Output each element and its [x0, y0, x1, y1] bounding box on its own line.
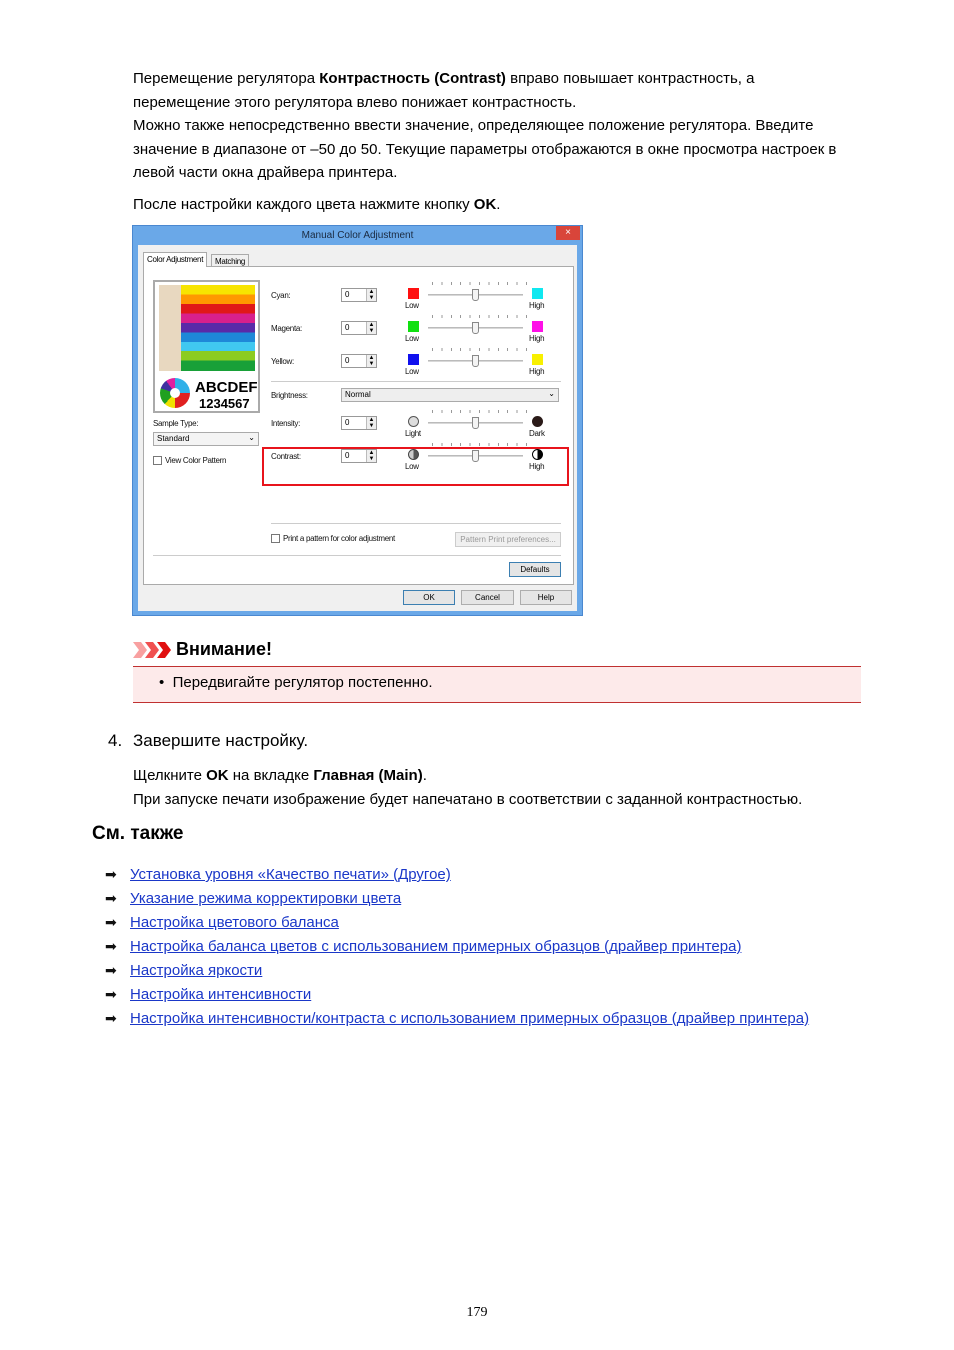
intensity-label: Intensity:: [271, 419, 301, 428]
see-also-link[interactable]: Настройка яркости: [130, 962, 263, 979]
page-number: 179: [466, 1305, 488, 1320]
magenta-value: 0: [345, 323, 350, 332]
bold-term: Контрастность (Contrast): [319, 70, 506, 87]
step-text: [133, 764, 873, 811]
low-color-swatch: [408, 321, 419, 332]
arrow-right-icon: ➡: [105, 938, 117, 954]
text: .: [422, 767, 427, 784]
see-also-item: [105, 864, 451, 885]
high-color-swatch: [532, 288, 543, 299]
spin-arrows-icon[interactable]: ▲ ▼: [366, 417, 376, 429]
cyan-slider-thumb[interactable]: [472, 289, 479, 301]
see-also-heading: См. также: [92, 823, 184, 844]
slider-ticks: [432, 315, 527, 318]
spin-arrows-icon[interactable]: ▲ ▼: [366, 289, 376, 301]
close-button[interactable]: ×: [556, 226, 580, 240]
text: После настройки каждого цвета нажмите кнопку: [133, 196, 474, 213]
low-color-swatch: [408, 354, 419, 365]
caution-box: [133, 666, 861, 703]
yellow-spinbox[interactable]: [341, 354, 377, 368]
intensity-value: 0: [345, 418, 350, 427]
preview-numbers: 1234567: [199, 396, 250, 411]
divider: [271, 523, 561, 524]
chevron-down-icon: ⌄: [248, 433, 255, 442]
tab-matching[interactable]: Matching: [211, 254, 249, 267]
sample-type-select[interactable]: [153, 432, 259, 446]
see-also-link[interactable]: Указание режима корректировки цвета: [130, 890, 402, 907]
slider-ticks: [432, 443, 527, 446]
help-button[interactable]: Help: [520, 590, 572, 605]
arrow-right-icon: ➡: [105, 890, 117, 906]
text: Щелкните: [133, 767, 207, 784]
view-color-pattern-checkbox[interactable]: [153, 456, 162, 465]
cancel-button[interactable]: Cancel: [461, 590, 514, 605]
caution-chevrons-icon: [133, 642, 173, 658]
bold-term: Главная (Main): [313, 767, 423, 784]
yellow-high-label: High: [529, 367, 545, 376]
defaults-button[interactable]: Defaults: [509, 562, 561, 577]
see-also-link[interactable]: Настройка интенсивности: [130, 986, 312, 1003]
magenta-spinbox[interactable]: [341, 321, 377, 335]
print-pattern-label: Print a pattern for color adjustment: [283, 534, 395, 543]
text: Перемещение регулятора: [133, 70, 320, 87]
see-also-item: [105, 936, 741, 957]
brightness-value: Normal: [345, 390, 371, 399]
yellow-low-label: Low: [405, 367, 419, 376]
caution-item: • Передвигайте регулятор постепенно.: [159, 674, 433, 691]
yellow-label: Yellow:: [271, 357, 294, 366]
spin-arrows-icon[interactable]: ▲ ▼: [366, 322, 376, 334]
slider-ticks: [432, 410, 527, 413]
step-title: Завершите настройку.: [133, 731, 309, 750]
light-circle-icon: [408, 416, 419, 427]
cyan-label: Cyan:: [271, 291, 291, 300]
cyan-value: 0: [345, 290, 350, 299]
see-also-item: [105, 912, 339, 933]
arrow-right-icon: ➡: [105, 986, 117, 1002]
divider: [153, 555, 561, 556]
intensity-slider-thumb[interactable]: [472, 417, 479, 429]
high-color-swatch: [532, 321, 543, 332]
divider: [271, 381, 561, 382]
arrow-right-icon: ➡: [105, 914, 117, 930]
preview-image: [153, 280, 260, 413]
contrast-label: Contrast:: [271, 452, 301, 461]
yellow-slider-thumb[interactable]: [472, 355, 479, 367]
cyan-spinbox[interactable]: [341, 288, 377, 302]
dark-circle-icon: [532, 416, 543, 427]
slider-ticks: [432, 348, 527, 351]
spin-arrows-icon[interactable]: ▲ ▼: [366, 450, 376, 462]
tab-panel: [143, 266, 574, 585]
magenta-low-label: Low: [405, 334, 419, 343]
sample-type-value: Standard: [157, 434, 190, 443]
see-also-link[interactable]: Настройка интенсивности/контраста с использованием примерных образцов (драйвер принтера): [130, 1010, 810, 1027]
spin-arrows-icon[interactable]: ▲ ▼: [366, 355, 376, 367]
see-also-item: [105, 1008, 809, 1029]
contrast-highlight-box: [262, 447, 569, 486]
text: вправо повышает контрастность, а: [505, 70, 755, 87]
brightness-label: Brightness:: [271, 391, 308, 400]
intensity-spinbox[interactable]: [341, 416, 377, 430]
cyan-low-label: Low: [405, 301, 419, 310]
pencils-image: [159, 285, 255, 371]
arrow-right-icon: ➡: [105, 1010, 117, 1026]
see-also-item: [105, 960, 262, 981]
contrast-value: 0: [345, 451, 350, 460]
ok-button[interactable]: OK: [403, 590, 455, 605]
dialog-title: Manual Color Adjustment: [301, 230, 414, 241]
see-also-item: [105, 984, 311, 1005]
step-number: 4.: [108, 731, 123, 750]
text: перемещение этого регулятора влево понижает контрастность.: [133, 93, 577, 111]
cyan-high-label: High: [529, 301, 545, 310]
manual-color-adjustment-dialog: [132, 225, 583, 616]
view-color-pattern-label: View Color Pattern: [165, 456, 227, 465]
intro-paragraph-3: [133, 193, 873, 217]
sample-type-label: Sample Type:: [153, 419, 199, 428]
text: на вкладке: [228, 767, 314, 784]
caution-title: Внимание!: [176, 639, 272, 659]
see-also-link[interactable]: Настройка баланса цветов с использованием примерных образцов (драйвер принтера): [130, 938, 742, 955]
high-color-swatch: [532, 354, 543, 365]
slider-ticks: [432, 282, 527, 285]
intro-paragraph-1: [133, 67, 873, 114]
intensity-high-label: Dark: [529, 429, 545, 438]
pattern-print-preferences-button[interactable]: Pattern Print preferences...: [455, 532, 561, 547]
magenta-slider-thumb[interactable]: [472, 322, 479, 334]
arrow-right-icon: ➡: [105, 962, 117, 978]
bold-term: OK: [473, 196, 497, 213]
yellow-value: 0: [345, 356, 350, 365]
magenta-label: Magenta:: [271, 324, 302, 333]
color-wheel-icon: [160, 378, 190, 408]
bold-term: OK: [206, 767, 229, 784]
brightness-select[interactable]: [341, 388, 559, 402]
low-color-swatch: [408, 288, 419, 299]
intro-paragraph-2: Можно также непосредственно ввести значение, определяющее положение регулятора. Введите значение в диапазоне от –50 до 50. Текущие параметры отображаются в окне просмотра настроек в левой части окна драйвера принтера.: [133, 117, 837, 181]
tab-color-adjustment[interactable]: Color Adjustment: [143, 252, 207, 267]
intensity-low-label: Light: [405, 429, 421, 438]
text: .: [496, 196, 501, 213]
arrow-right-icon: ➡: [105, 866, 117, 882]
see-also-item: [105, 888, 401, 909]
caution-text: Передвигайте регулятор постепенно.: [172, 674, 433, 691]
contrast-high-label: High: [529, 462, 545, 471]
magenta-high-label: High: [529, 334, 545, 343]
preview-text: ABCDEF: [195, 379, 258, 396]
print-pattern-checkbox[interactable]: [271, 534, 280, 543]
chevron-down-icon: ⌄: [548, 389, 555, 398]
text: При запуске печати изображение будет напечатано в соответствии с заданной контрастностью.: [133, 790, 803, 808]
contrast-low-label: Low: [405, 462, 419, 471]
see-also-link[interactable]: Настройка цветового баланса: [130, 914, 339, 931]
see-also-link[interactable]: Установка уровня «Качество печати» (Другое): [130, 866, 451, 883]
